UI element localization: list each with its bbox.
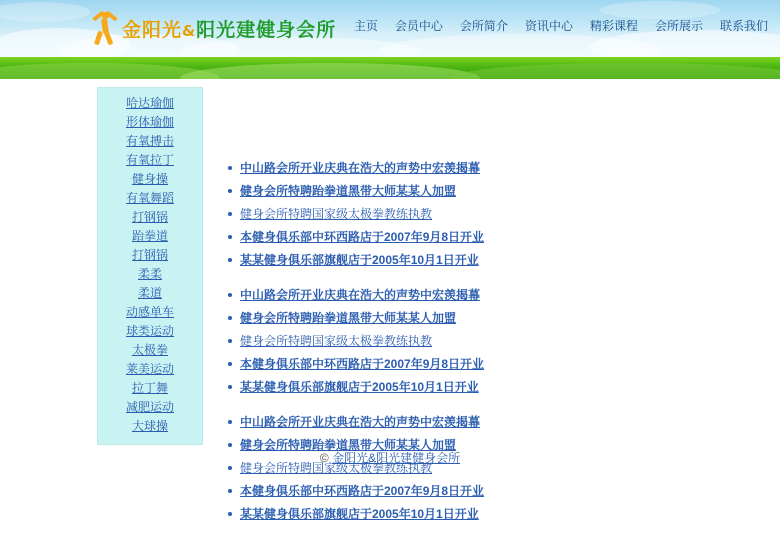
bullet-icon (228, 166, 232, 170)
list-item (228, 411, 658, 434)
logo-text-gold: 金阳光 (122, 18, 183, 41)
hill-shape-2 (180, 63, 480, 79)
hill-shape-3 (450, 63, 780, 79)
news-link[interactable]: 某某健身俱乐部旗舰店于2005年10月1日开业 (240, 380, 479, 394)
list-item (228, 249, 658, 272)
nav-item-news[interactable]: 资讯中心 (524, 19, 573, 33)
sidebar-item-spinning[interactable]: 动感单车 (125, 305, 174, 319)
list-item (228, 226, 658, 249)
sidebar-item-barbell-2[interactable]: 打钢锅 (131, 248, 168, 262)
sidebar-item-aerobic-dance[interactable]: 有氧舞蹈 (125, 191, 174, 205)
bullet-icon (228, 489, 232, 493)
footer-link[interactable]: 金阳光&阳光建健身会所 (332, 451, 461, 465)
site-footer (0, 449, 780, 466)
bullet-icon (228, 235, 232, 239)
bullet-icon (228, 293, 232, 297)
sidebar-item-lesmills[interactable]: 莱美运动 (125, 362, 174, 376)
bullet-icon (228, 212, 232, 216)
news-group (228, 284, 658, 399)
content-area (0, 79, 780, 521)
sidebar-item-taichi[interactable]: 太极拳 (131, 343, 168, 357)
news-link[interactable]: 某某健身俱乐部旗舰店于2005年10月1日开业 (240, 507, 479, 521)
bullet-icon (228, 443, 232, 447)
news-link[interactable]: 健身会所特聘跆拳道黑带大师某某人加盟 (240, 438, 457, 452)
list-item (228, 353, 658, 376)
nav-item-contact[interactable]: 联系我们 (719, 19, 768, 33)
sidebar-item-fitness-gymnastics[interactable]: 健身操 (131, 172, 168, 186)
nav-item-home[interactable]: 主页 (353, 19, 378, 33)
sidebar-item-judo-soft[interactable]: 柔柔 (137, 267, 162, 281)
sidebar-item-barbell-1[interactable]: 打钢锅 (131, 210, 168, 224)
sidebar-item-big-ball[interactable]: 大球操 (131, 419, 168, 433)
list-item (228, 307, 658, 330)
list-item (228, 203, 658, 226)
sidebar-item-shape-yoga[interactable]: 形体瑜伽 (125, 115, 174, 129)
logo-text-amp: & (182, 21, 197, 40)
sidebar-item-taekwondo[interactable]: 跆拳道 (131, 229, 168, 243)
sidebar-item-latin-dance[interactable]: 拉丁舞 (131, 381, 168, 395)
sidebar-item-hada-yoga[interactable]: 哈达瑜伽 (125, 96, 174, 110)
news-link[interactable]: 中山路会所开业庆典在浩大的声势中宏羡揭幕 (240, 415, 481, 429)
news-link[interactable]: 健身会所特聘国家级太极拳教练执教 (240, 334, 433, 348)
news-link[interactable]: 本健身俱乐部中环西路店于2007年9月8日开业 (240, 484, 485, 498)
runner-icon (92, 11, 118, 45)
copyright-symbol: © (319, 451, 329, 465)
sidebar-item-aerobic-boxing[interactable]: 有氧搏击 (125, 134, 174, 148)
news-group (228, 411, 658, 526)
sidebar-item-ball-sports[interactable]: 球类运动 (125, 324, 174, 338)
news-link[interactable]: 健身会所特聘跆拳道黑带大师某某人加盟 (240, 311, 457, 325)
news-group (228, 157, 658, 272)
bullet-icon (228, 316, 232, 320)
logo-text (122, 15, 336, 42)
list-item (228, 157, 658, 180)
news-link[interactable]: 健身会所特聘国家级太极拳教练执教 (240, 461, 433, 475)
news-link[interactable]: 本健身俱乐部中环西路店于2007年9月8日开业 (240, 230, 485, 244)
news-link[interactable]: 中山路会所开业庆典在浩大的声势中宏羡揭幕 (240, 161, 481, 175)
list-item (228, 180, 658, 203)
main-navigation (354, 17, 768, 34)
list-item (228, 480, 658, 503)
list-item (228, 330, 658, 353)
site-logo[interactable] (92, 8, 336, 48)
sidebar-item-judo[interactable]: 柔道 (137, 286, 162, 300)
list-item (228, 503, 658, 526)
sidebar-item-aerobic-latin[interactable]: 有氧拉丁 (125, 153, 174, 167)
bullet-icon (228, 258, 232, 262)
list-item (228, 376, 658, 399)
bullet-icon (228, 466, 232, 470)
site-header (0, 0, 780, 57)
bullet-icon (228, 385, 232, 389)
nav-item-about[interactable]: 会所简介 (459, 19, 508, 33)
bullet-icon (228, 512, 232, 516)
nav-item-member-center[interactable]: 会员中心 (394, 19, 443, 33)
list-item (228, 284, 658, 307)
news-link[interactable]: 某某健身俱乐部旗舰店于2005年10月1日开业 (240, 253, 479, 267)
bullet-icon (228, 420, 232, 424)
bullet-icon (228, 339, 232, 343)
bullet-icon (228, 189, 232, 193)
sidebar-course-menu (97, 87, 203, 445)
nav-item-courses[interactable]: 精彩课程 (589, 19, 638, 33)
green-banner (0, 57, 780, 79)
news-link[interactable]: 健身会所特聘国家级太极拳教练执教 (240, 207, 433, 221)
nav-item-gallery[interactable]: 会所展示 (654, 19, 703, 33)
sidebar-item-weight-loss[interactable]: 减肥运动 (125, 400, 174, 414)
logo-text-green: 阳光建健身会所 (196, 18, 337, 41)
news-link[interactable]: 健身会所特聘跆拳道黑带大师某某人加盟 (240, 184, 457, 198)
bullet-icon (228, 362, 232, 366)
news-link[interactable]: 本健身俱乐部中环西路店于2007年9月8日开业 (240, 357, 485, 371)
news-link[interactable]: 中山路会所开业庆典在浩大的声势中宏羡揭幕 (240, 288, 481, 302)
